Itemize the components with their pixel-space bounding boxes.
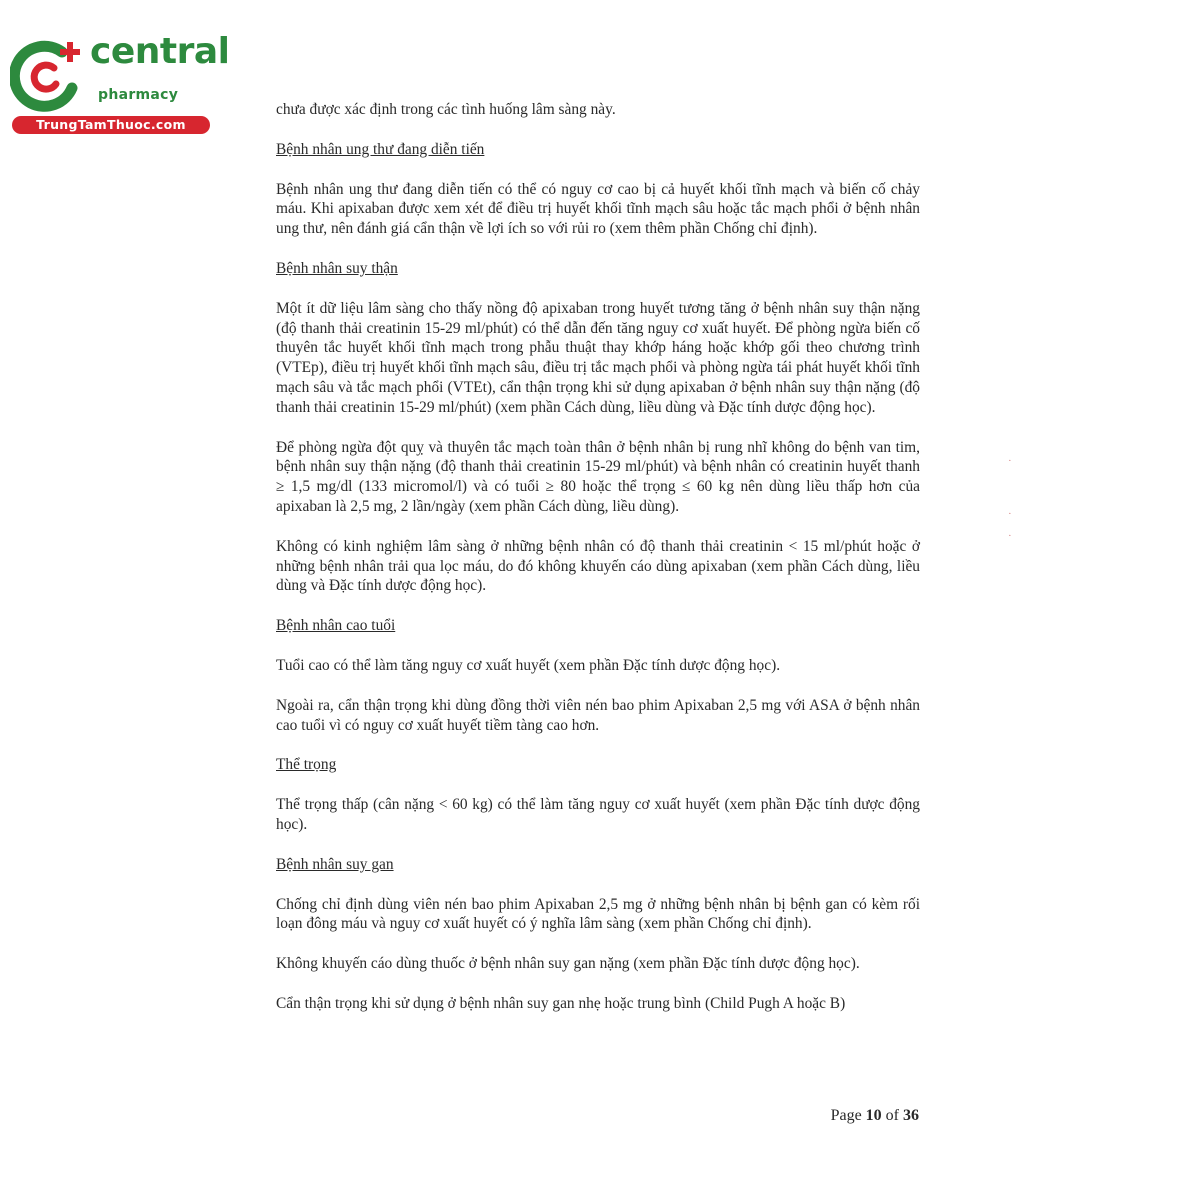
paragraph: Để phòng ngừa đột quỵ và thuyên tắc mạch toàn thân ở bệnh nhân bị rung nhĩ không do bệnh van tim, bệnh nhân suy thận nặng (độ thanh thải creatinin 15-29 ml/phút) và bệnh nhân có creatinin huyết thanh ≥ 1,5 mg/dl (133 micromol/l) và có tuổi ≥ 80 hoặc thể trọng ≤ 60 kg nên dùng liều thấp hơn của apixaban là 2,5 mg, 2 lần/ngày (xem phần Cách dùng, liều dùng).: [276, 438, 920, 515]
logo-website: TrungTamThuoc.com: [12, 116, 210, 134]
paragraph: Một ít dữ liệu lâm sàng cho thấy nồng độ apixaban trong huyết tương tăng ở bệnh nhân suy thận nặng (độ thanh thải creatinin 15-29 ml/phút) có thể dẫn đến tăng nguy cơ xuất huyết. Để phòng ngừa biến cố thuyên tắc huyết khối tĩnh mạch trong phẫu thuật thay khớp háng hoặc khớp gối theo chương trình (VTEp), điều trị huyết khối tĩnh mạch sâu, điều trị tắc mạch phổi và phòng ngừa tái phát huyết khối tĩnh mạch sâu và tắc mạch phổi (VTEt), cẩn thận trọng khi sử dụng apixaban ở bệnh nhân suy thận nặng (độ thanh thải creatinin 15-29 ml/phút) (xem phần Cách dùng, liều dùng và Đặc tính dược động học).: [276, 299, 920, 416]
stamp-fragment: ·: [1008, 508, 1012, 520]
section-heading: Bệnh nhân ung thư đang diễn tiến: [276, 140, 485, 158]
pharmacy-cross-icon: [10, 38, 88, 112]
stamp-fragment: ·: [1008, 530, 1012, 542]
paragraph: Bệnh nhân ung thư đang diễn tiến có thể có nguy cơ cao bị cả huyết khối tĩnh mạch và biến cố chảy máu. Khi apixaban được xem xét để điều trị huyết khối tĩnh mạch sâu hoặc tắc mạch phổi ở bệnh nhân ung thư, nên đánh giá cẩn thận về lợi ích so với rủi ro (xem thêm phần Chống chỉ định).: [276, 180, 920, 238]
section-heading: Bệnh nhân cao tuổi: [276, 617, 396, 635]
section-heading: Bệnh nhân suy gan: [276, 855, 394, 873]
paragraph: Không khuyến cáo dùng thuốc ở bệnh nhân suy gan nặng (xem phần Đặc tính dược động học).: [276, 955, 860, 973]
paragraph: Chống chỉ định dùng viên nén bao phim Apixaban 2,5 mg ở những bệnh nhân bị bệnh gan có kèm rối loạn đông máu và nguy cơ xuất huyết có ý nghĩa lâm sàng (xem phần Chống chỉ định).: [276, 895, 920, 933]
page-total: 36: [903, 1107, 919, 1124]
of-word: of: [885, 1107, 899, 1124]
page-word: Page: [830, 1107, 862, 1124]
paragraph: Không có kinh nghiệm lâm sàng ở những bệnh nhân có độ thanh thải creatinin < 15 ml/phút hoặc ở những bệnh nhân trải qua lọc máu, do đó không khuyến cáo dùng apixaban (xem phần Cách dùng, liều dùng và Đặc tính dược động học).: [276, 537, 920, 595]
page-current: 10: [865, 1107, 882, 1124]
paragraph: Ngoài ra, cẩn thận trọng khi dùng đồng thời viên nén bao phim Apixaban 2,5 mg với ASA ở bệnh nhân cao tuổi vì có nguy cơ xuất huyết tiềm tàng cao hơn.: [276, 696, 920, 734]
document-body: [276, 100, 920, 1014]
page-number: [831, 1107, 919, 1125]
paragraph: Cẩn thận trọng khi sử dụng ở bệnh nhân suy gan nhẹ hoặc trung bình (Child Pugh A hoặc B): [276, 994, 846, 1012]
logo-brand-name: central: [90, 31, 230, 72]
paragraph: Thể trọng thấp (cân nặng < 60 kg) có thể làm tăng nguy cơ xuất huyết (xem phần Đặc tính dược động học).: [276, 796, 920, 833]
logo-subtitle: pharmacy: [98, 87, 179, 103]
section-heading: Bệnh nhân suy thận: [276, 259, 398, 277]
brand-logo: [10, 31, 230, 136]
section-heading: Thể trọng: [276, 756, 337, 774]
stamp-fragment: ·: [1008, 455, 1012, 467]
paragraph: Tuổi cao có thể làm tăng nguy cơ xuất huyết (xem phần Đặc tính dược động học).: [276, 656, 781, 674]
paragraph: chưa được xác định trong các tình huống lâm sàng này.: [276, 101, 616, 118]
